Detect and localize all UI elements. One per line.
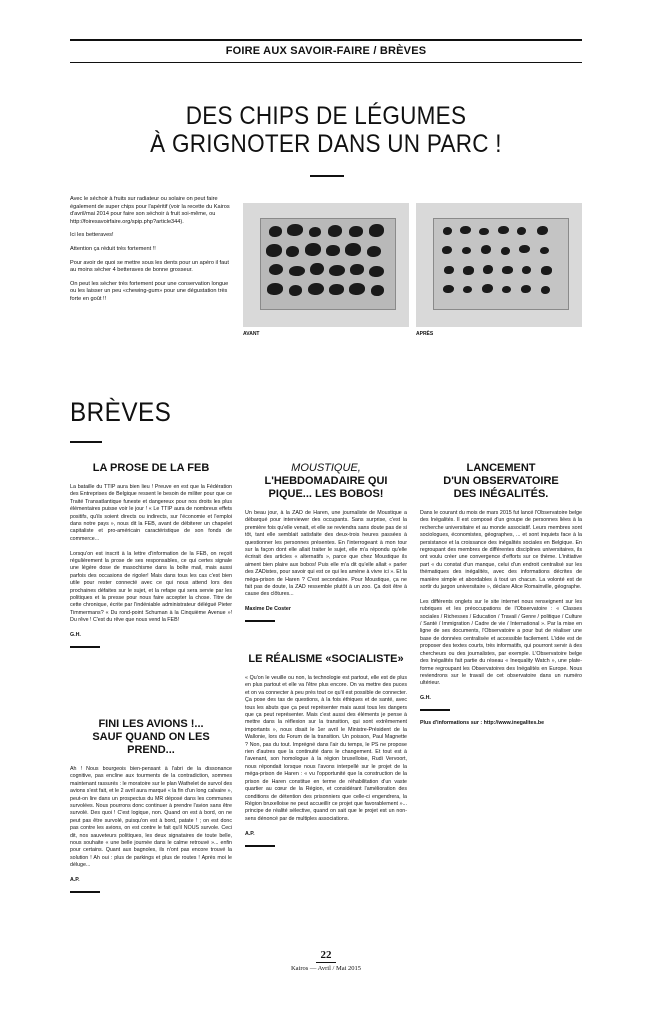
title-underline: [310, 175, 344, 177]
brief-paragraph: Un beau jour, à la ZAD de Haren, une journaliste de Moustique a débarqué pour interviewer des occupants. Sans surprise, c'est la première fois qu'elle venait, et elle se reviendra sans doute pas de si tôt, tant elle semblait satisfaite des deux-trois heures passées à questionner les personnes présentes. En l'interrogeant à mon tour sur la façon dont elle allait traiter le sujet, elle m'a répondu qu'elle écrirait des articles « alternatifs », parce que chez Moustique ils aiment bien plaire aux bobos! Puis elle m'a dit qu'elle allait « parler des ZADistes, pour savoir qui est ce qui les amène à vivre ici ». Et la méga-prison de Haren ? C'est secondaire. Pour Moustique, ça ne fait pas de doute, la ZAD ressemble plutôt à un zoo. Ça doit être à cause des clôtures...: [245, 510, 407, 598]
beet-chip: [522, 266, 531, 274]
beet-chip: [305, 243, 321, 256]
brief-title-line: LANCEMENT: [466, 462, 536, 474]
beet-chip: [329, 265, 345, 277]
beet-chip: [481, 245, 492, 254]
brief-observatoire: [420, 462, 582, 726]
brief-body: [70, 484, 232, 625]
breves-underline: [70, 441, 102, 443]
brief-signature: A.P.: [70, 877, 80, 884]
beet-chip: [267, 283, 283, 295]
brief-paragraph: Dans le courant du mois de mars 2015 fut lancé l'Observatoire belge des Inégalités. Il est composé d'un groupe de personnes liées à la recherche universitaire et au monde associatif. Leurs membres sont sociologues, économistes, géographes, ... et sont inquiets face à la persistance et la croissance des inégalités sociales en Belgique. En regroupant des membres de différentes disciplines universitaires, ils ont voulu créer une convergence d'efforts sur ce thème. L'initiative part « du constat d'un manque, celui d'un endroit centralisé sur les thématiques des inégalités, avec des informations décrites de manière simple et abordables à tout un chacun. La volonté est de sortir du jargon universitaire », déclare Alice Romainville, géographe.: [420, 510, 582, 591]
brief-body: [245, 510, 407, 599]
beet-chip: [287, 224, 303, 236]
brief-body: [70, 766, 232, 870]
brief-paragraph: Ah ! Nous bourgeois bien-pensant à l'abri de la dissonance cognitive, pas encline aux tourments de la contradiction, sommes maintenant rassurés : le moratoire sur le plan Wathelet de survol des avions s'est fait, et le 2 avril aura marqué « la fin d'un long calvaire », peut-on lire dans un prospectus du MR déposé dans les communes survolées. Nous pourrons donc continuer à prendre l'avion sans être survolé. Des quoi ! C'est logique, non. Quand on est à bord, on ne peut pas être survolé, puisqu'on est à bord, patate ! ; on est donc pas contre les avions, on est contre le fait qu'il NOUS survole. Ceci dit, nos sauveteurs politiques, les deux signataires de toute belle, nous souhaite « une belle journée dans le calme retrouvé »... enfin pour certains. Quant aux bagnoles, ils n'ont pas encore trouvé la solution ! Ah oui : plus de parkings et plus de routes ! Après moi le déluge...: [70, 766, 232, 869]
beet-chip: [289, 266, 305, 277]
intro-paragraph: Attention ça réduit très fortement !!: [70, 245, 156, 252]
beet-chip: [502, 286, 511, 293]
beet-chip: [326, 245, 339, 256]
brief-realisme: [245, 653, 407, 847]
beet-chip: [482, 284, 493, 293]
beet-chip: [349, 283, 365, 295]
beet-chip: [541, 266, 552, 274]
brief-paragraph: La bataille du TTIP aura bien lieu ! Preuve en est que la Fédération des Entreprises de Belgique ressent le besoin de militer pour que ce Traité Transatlantique funeste et dangereux pour nos droits les plus élémentaires puisse voir le jour ! « Le TTIP aura de nombreux effets positifs, qu'ils soient directs ou indirects, sur l'économie et l'emploi dans notre pays », nous dit la FEB, avant de débiterer un chapelet capitaliste et pro-américain caractéristique de son fonds de commerce...: [70, 484, 232, 542]
brief-title: [245, 462, 407, 501]
brief-body: [245, 675, 407, 823]
article-intro: [70, 196, 235, 310]
beet-chip: [521, 285, 532, 293]
photo-after: [416, 203, 582, 327]
brief-title: LE RÉALISME «SOCIALISTE»: [248, 653, 404, 665]
issue-line: Kairos — Avril / Mai 2015: [290, 965, 362, 972]
breves-heading: BRÈVES: [70, 397, 172, 427]
beet-chip: [444, 266, 453, 274]
drying-tray: [260, 218, 396, 310]
brief-title-line: SAUF QUAND ON LES PREND...: [92, 731, 210, 756]
more-info-link[interactable]: Plus d'informations sur : http://www.inegalites.be: [420, 720, 545, 727]
page-number: 22: [320, 949, 332, 961]
beet-chip: [462, 247, 471, 254]
beet-chip: [443, 285, 454, 293]
brief-title-line: D'UN OBSERVATOIRE: [443, 475, 559, 487]
brief-avions: [70, 718, 232, 893]
brief-paragraph: Les différents onglets sur le site internet nous renseignent sur les rubriques et les préoccupations de l'Observatoire : « Classes sociales / Richesses / Education / Travail / Genre / politique / Culture / Santé / Immigration / Cadre de vie / International ». Par la mise en ligne de ses documents, l'Observatoire a pour but de réaliser une base de données centralisée et accessible facilement. L'idée est de proposer des textes courts, très informatifs, qui pourront servir à des chercheurs ou des journalistes, par exemple. L'Observatoire belge des Inégalités fait partie du réseau « Inequality Watch », une plate-forme regroupant les Observatoires des Inégalités en Europe. Nous reviendrons sur le travail de cet observatoire dans un numéro ultérieur.: [420, 598, 582, 687]
beet-chip: [442, 246, 453, 254]
brief-signature: A.P.: [245, 830, 255, 837]
drying-tray: [433, 218, 569, 310]
beet-chip: [483, 265, 492, 274]
brief-end-rule: [420, 709, 450, 711]
caption-before: AVANT: [243, 331, 260, 337]
beet-chip: [501, 247, 510, 255]
beet-chip: [289, 285, 302, 296]
section-title: FOIRE AUX SAVOIR-FAIRE / BRÈVES: [225, 45, 427, 57]
beet-chip: [329, 284, 344, 295]
brief-signature: G.H.: [70, 632, 81, 639]
brief-end-rule: [70, 891, 100, 893]
article-title-line1: DES CHIPS DE LÉGUMES: [185, 102, 467, 130]
beet-chip: [350, 264, 363, 275]
intro-paragraph: Avec le séchoir à fruits sur radiateur ou solaire on peut faire également de super chips pour l'apéritif (voir la recette du Kairos d'avril/mai 2014 pour faire son séchoir à fruit soi-même, ou http://foiresavoirfaire.org/spip.php?article344).: [70, 196, 230, 225]
beet-chip: [540, 247, 549, 254]
beet-chip: [367, 246, 382, 257]
beet-chip: [479, 228, 488, 235]
intro-paragraph: Ici les betteraves!: [70, 232, 114, 239]
beet-chip: [349, 226, 362, 237]
beet-chip: [369, 266, 384, 278]
beet-chip: [502, 266, 513, 273]
beet-chip: [460, 226, 471, 234]
brief-title-line: L'HEBDOMADAIRE QUI: [264, 475, 388, 487]
beet-chip: [463, 286, 472, 293]
brief-signature: Maxime De Coster: [245, 606, 291, 613]
beet-chip: [266, 244, 282, 257]
brief-title: [70, 718, 232, 757]
brief-title-line: PIQUE... LES BOBOS!: [268, 488, 384, 500]
brief-feb: [70, 462, 232, 648]
beet-chip: [309, 227, 321, 237]
beet-chip: [345, 243, 361, 256]
brief-end-rule: [245, 620, 275, 622]
brief-paragraph: « Qu'on le veuille ou non, la technologie est partout, elle est de plus en plus partout et elle va l'être plus encore. On va mettre des puces et on va connecter à peu près tout ce qu'il est possible de connecter. Ça pose des tas de questions, à la fois éthiques et de santé, avec tous les abuts que ça peut représenter mais aussi tous les dangers que ça peut représenter. Mais c'est aussi des éléments je pense à mettre dans la réflexion sur la transition, qui sont extrêmement importants », nous disait le 1er avril le Ministre-Président de la Wallonie, lors du Forum de la transition. Un poisson, Paul Magnette ? Non, pas du tout. Imprégné dans l'air du temps, le PS ne propose rien d'autres que la continuité dans le changement. Et tout est à l'avenant, son homologue à la région bruxelloise, Rudi Vervoort, nous répondait lorsque nous l'avons interpellé sur le projet de la méga-prison de Haren : « vu l'opportunité que la construction de la prison de Haren constitue en terme de réhabilitation d'un vaste quartier au cœur de la Région, et considérant l'amélioration des conditions de détention des prisonniers que celle-ci engendrera, la Région bruxelloise ne peut accueillir ce projet que favorablement »... principe de réalité sélective, quand on sait que le projet est un non-sens dénoncé par de multiples associations.: [245, 675, 407, 822]
caption-after: APRÈS: [416, 331, 434, 337]
brief-title-line: FINI LES AVIONS !...: [98, 718, 204, 730]
header-rule-top: [70, 39, 582, 41]
beet-chip: [286, 246, 299, 257]
beet-chip: [541, 286, 550, 294]
article-title-line2: À GRIGNOTER DANS UN PARC !: [150, 130, 502, 158]
beet-chip: [369, 224, 384, 237]
footer-rule: [316, 962, 336, 963]
brief-title-line: MOUSTIQUE,: [291, 462, 361, 474]
brief-end-rule: [70, 646, 100, 648]
brief-title: LA PROSE DE LA FEB: [92, 462, 210, 474]
brief-body: [420, 510, 582, 688]
beet-chip: [443, 227, 452, 235]
intro-paragraph: On peut les sécher très fortement pour une conservation longue ou les laisser un peu «chewing-gum» pour une dégustation très forte en goût !!: [70, 280, 229, 302]
brief-paragraph: Lorsqu'on est inscrit à la lettre d'information de la FEB, on reçoit régulièrement la prose de ses responsables, ce qui certes signale une légère dose de masochisme dans la boîte mail, mais aussi parfois des occasions de rigoler! Mais dans tous les cas c'est bien utile pour rester connecté avec ce qui nous attend lors des prochaines défaites sur le sujet, et la refape qui sera servie par les politiques et la presse pour nous faire accepter la chose. Titre de cette chronique, écrite par l'indéniable administrateur délégué Pieter Timmermans? « Du rond-point Schuman à la Cinquième Avenue »! Du rêve ! C'est du rêve que nous vend la FEB!: [70, 550, 232, 624]
brief-end-rule: [245, 845, 275, 847]
brief-moustique: [245, 462, 407, 622]
beet-chip: [463, 266, 474, 274]
beet-chip: [269, 264, 284, 276]
beet-chip: [517, 227, 526, 235]
beet-chip: [519, 245, 530, 253]
photo-before: [243, 203, 409, 327]
brief-title: [420, 462, 582, 501]
beet-chip: [537, 226, 548, 235]
header-rule-bottom: [70, 62, 582, 63]
intro-paragraph: Pour avoir de quoi se mettre sous les dents pour un apéro il faut au moins sécher 4 betteraves de bonne grosseur.: [70, 259, 229, 274]
beet-chip: [498, 226, 509, 234]
brief-title-line: DES INÉGALITÉS.: [453, 488, 549, 500]
beet-chip: [328, 225, 343, 237]
beet-chip: [310, 263, 323, 276]
brief-signature: G.H.: [420, 695, 431, 702]
beet-chip: [269, 226, 282, 237]
beet-chip: [371, 285, 384, 296]
beet-chip: [308, 283, 324, 296]
